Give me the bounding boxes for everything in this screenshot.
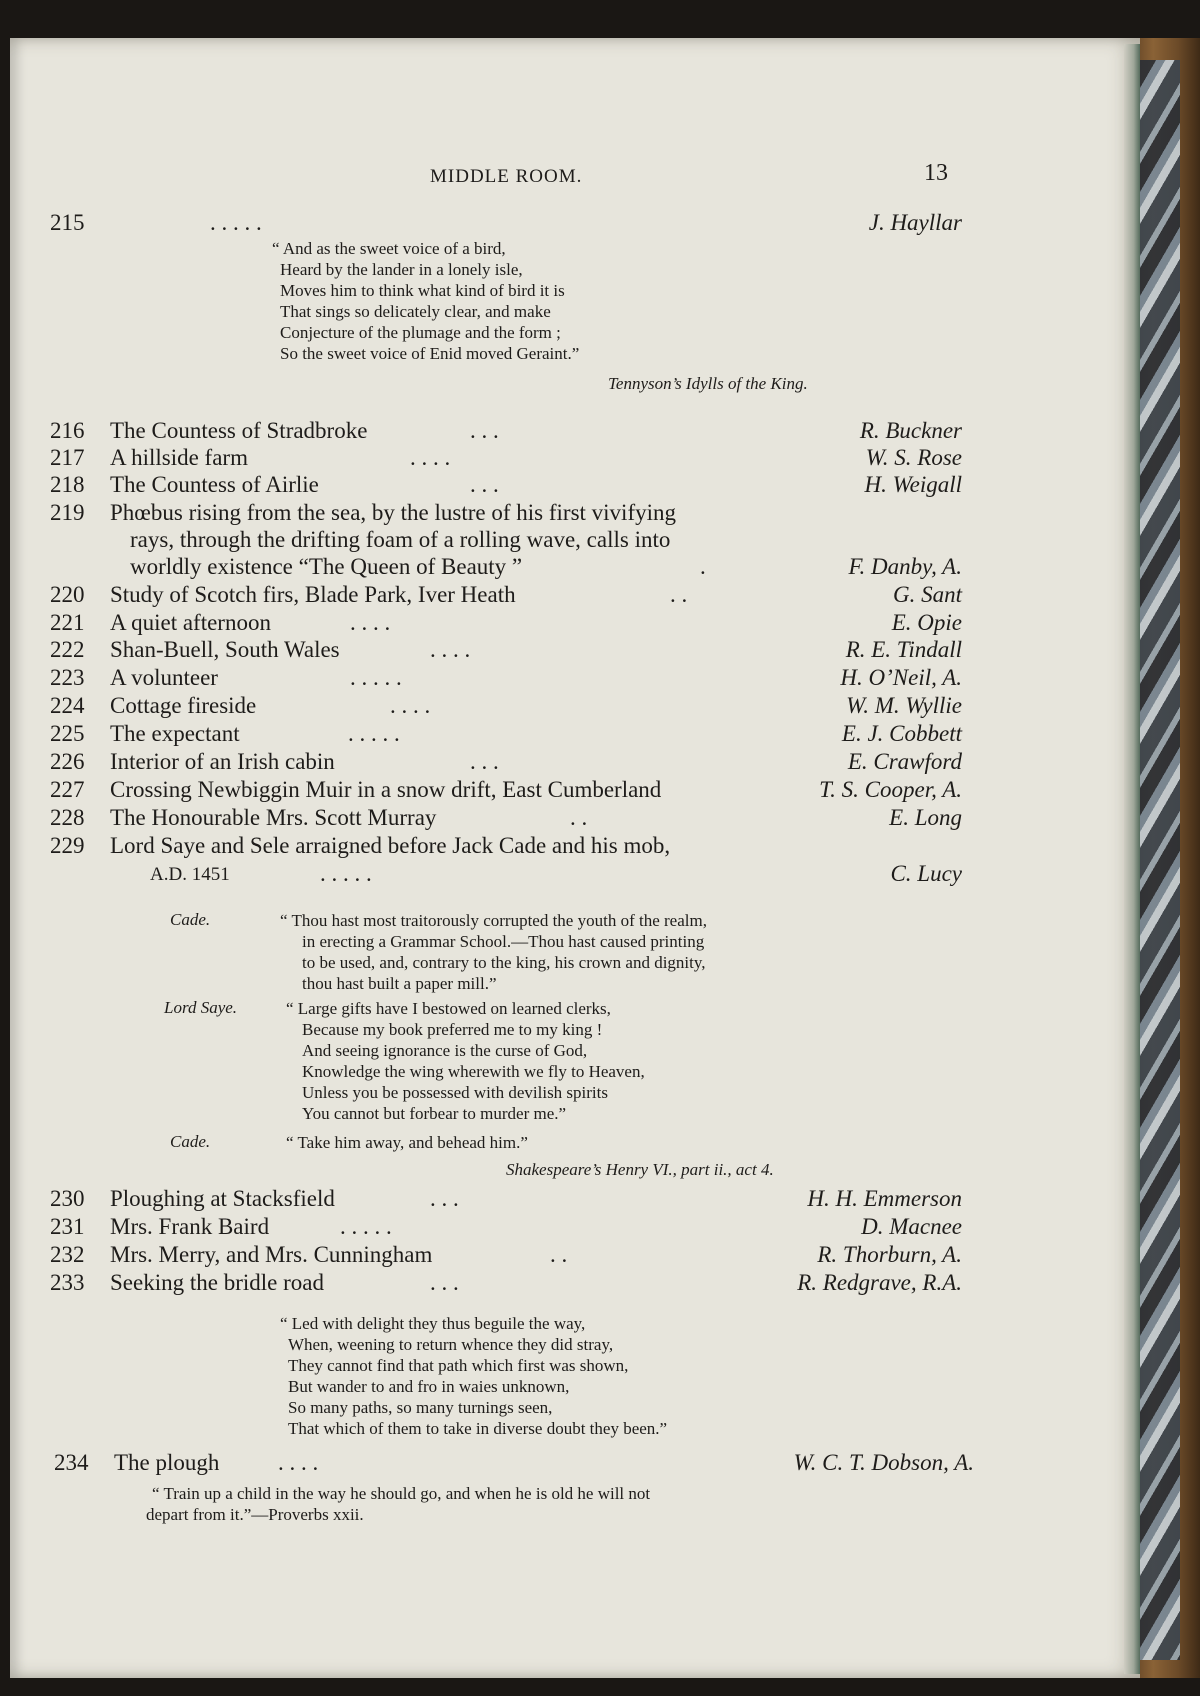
entry-number: 227 bbox=[50, 777, 85, 802]
verse-line: And seeing ignorance is the curse of God, bbox=[302, 1041, 588, 1060]
citation: Shakespeare’s Henry VI., part ii., act 4. bbox=[506, 1160, 774, 1179]
entry-number: 223 bbox=[50, 665, 85, 690]
leader-dots: . . bbox=[570, 805, 588, 830]
leader-dots: . . . . . bbox=[348, 721, 400, 746]
entry-number: 228 bbox=[50, 805, 85, 830]
entry-title: The Countess of Stradbroke bbox=[110, 418, 368, 443]
entry-title: Mrs. Merry, and Mrs. Cunningham bbox=[110, 1242, 433, 1267]
leader-dots: . . . . bbox=[430, 637, 471, 662]
proverb-quote bbox=[146, 1483, 651, 1525]
entry-number: 231 bbox=[50, 1214, 85, 1239]
entry-title: Interior of an Irish cabin bbox=[110, 749, 335, 774]
page-fore-edge bbox=[1124, 44, 1140, 1674]
entry-number: 219 bbox=[50, 500, 85, 525]
verse-233 bbox=[280, 1313, 667, 1439]
leader-dots: . . bbox=[550, 1242, 568, 1267]
artist-name: W. C. T. Dobson, A. bbox=[793, 1450, 974, 1475]
verse-line: to be used, and, contrary to the king, his crown and dignity, bbox=[302, 953, 706, 972]
artist-name: R. Thorburn, A. bbox=[817, 1242, 962, 1267]
entry-title: Cottage fireside bbox=[110, 693, 257, 718]
leader-dots: . . . . bbox=[390, 693, 431, 718]
verse-line: They cannot find that path which first was shown, bbox=[288, 1356, 629, 1375]
speaker-label: Cade. bbox=[170, 1132, 211, 1151]
verse-line: Knowledge the wing wherewith we fly to Heaven, bbox=[302, 1062, 645, 1081]
leader-dots: . . bbox=[670, 582, 688, 607]
leader-dots: . . . bbox=[470, 418, 499, 443]
catalogue-page bbox=[10, 38, 1140, 1678]
page-number: 13 bbox=[924, 160, 948, 186]
entry-title: Crossing Newbiggin Muir in a snow drift, East Cumberland bbox=[110, 777, 662, 802]
entry-number: 225 bbox=[50, 721, 85, 746]
entry-title: Ploughing at Stacksfield bbox=[110, 1186, 335, 1211]
entry-title: Mrs. Frank Baird bbox=[110, 1214, 270, 1239]
entry-title: Lord Saye and Sele arraigned before Jack Cade and his mob, bbox=[110, 833, 671, 858]
leader-dots: . . . bbox=[430, 1270, 459, 1295]
verse-line: Moves him to think what kind of bird it is bbox=[280, 281, 565, 300]
entry-title: A volunteer bbox=[110, 665, 218, 690]
artist-name: H. O’Neil, A. bbox=[840, 665, 962, 690]
running-head: MIDDLE ROOM. bbox=[430, 166, 583, 187]
entry-title: Study of Scotch firs, Blade Park, Iver Heath bbox=[110, 582, 516, 607]
artist-name: H. H. Emmerson bbox=[807, 1186, 962, 1211]
artist-name: R. E. Tindall bbox=[845, 637, 962, 662]
speaker-label: Cade. bbox=[170, 910, 211, 929]
entry-number: 220 bbox=[50, 582, 85, 607]
entry-title: A quiet afternoon bbox=[110, 610, 271, 635]
entry-number: 215 bbox=[50, 210, 85, 235]
artist-name: H. Weigall bbox=[864, 472, 962, 497]
leader-dots: . . . bbox=[430, 1186, 459, 1211]
entry-title: Phœbus rising from the sea, by the lustre of his first vivifying bbox=[110, 500, 676, 525]
artist-name: R. Buckner bbox=[859, 418, 962, 443]
entry-number: 230 bbox=[50, 1186, 85, 1211]
artist-name: E. J. Cobbett bbox=[841, 721, 962, 746]
artist-name: W. S. Rose bbox=[865, 445, 962, 470]
leader-dots: . . . bbox=[470, 472, 499, 497]
artist-name: J. Hayllar bbox=[868, 210, 962, 235]
artist-name: F. Danby, A. bbox=[848, 554, 962, 579]
verse-line: Heard by the lander in a lonely isle, bbox=[280, 260, 523, 279]
entry-number: 232 bbox=[50, 1242, 85, 1267]
entry-title-continued: rays, through the drifting foam of a rolling wave, calls into bbox=[130, 527, 671, 552]
artist-name: D. Macnee bbox=[861, 1214, 962, 1239]
leader-dots: . bbox=[700, 554, 706, 579]
artist-name: T. S. Cooper, A. bbox=[819, 777, 962, 802]
verse-line: “ And as the sweet voice of a bird, bbox=[272, 239, 506, 258]
verse-229-cade-2 bbox=[286, 1132, 528, 1153]
verse-line: Because my book preferred me to my king ! bbox=[302, 1020, 603, 1039]
entry-number: 217 bbox=[50, 445, 85, 470]
verse-line: So the sweet voice of Enid moved Geraint.” bbox=[280, 344, 580, 363]
verse-line: But wander to and fro in waies unknown, bbox=[288, 1377, 570, 1396]
artist-name: E. Opie bbox=[891, 610, 962, 635]
verse-line: Conjecture of the plumage and the form ; bbox=[280, 323, 561, 342]
marbled-endpaper bbox=[1140, 60, 1180, 1660]
artist-name: E. Long bbox=[889, 805, 962, 830]
leader-dots: . . . . . bbox=[350, 665, 402, 690]
entry-number: 233 bbox=[50, 1270, 85, 1295]
leader-dots: . . . . bbox=[278, 1450, 319, 1475]
verse-215 bbox=[272, 238, 579, 364]
speaker-label: Lord Saye. bbox=[164, 998, 238, 1017]
entry-title-continued: worldly existence “The Queen of Beauty ” bbox=[130, 554, 523, 579]
entry-date: A.D. 1451 bbox=[150, 864, 230, 885]
artist-name: W. M. Wyllie bbox=[846, 693, 962, 718]
verse-line: “ Take him away, and behead him.” bbox=[286, 1133, 528, 1152]
entry-number: 218 bbox=[50, 472, 85, 497]
artist-name: R. Redgrave, R.A. bbox=[797, 1270, 962, 1295]
verse-line: So many paths, so many turnings seen, bbox=[288, 1398, 553, 1417]
leader-dots: . . . bbox=[470, 749, 499, 774]
verse-line: Unless you be possessed with devilish spirits bbox=[302, 1083, 608, 1102]
verse-229-cade bbox=[280, 910, 707, 994]
entry-number: 226 bbox=[50, 749, 85, 774]
entry-number: 221 bbox=[50, 610, 85, 635]
quote-line: “ Train up a child in the way he should go, and when he is old he will not bbox=[152, 1484, 651, 1503]
verse-line: “ Thou hast most traitorously corrupted the youth of the realm, bbox=[280, 911, 707, 930]
entry-number: 234 bbox=[54, 1450, 89, 1475]
leader-dots: . . . . . bbox=[210, 210, 262, 235]
verse-line: When, weening to return whence they did stray, bbox=[288, 1335, 614, 1354]
citation: Tennyson’s Idylls of the King. bbox=[608, 374, 808, 393]
verse-line: in erecting a Grammar School.—Thou hast caused printing bbox=[302, 932, 705, 951]
artist-name: C. Lucy bbox=[890, 861, 962, 886]
entry-title: Seeking the bridle road bbox=[110, 1270, 324, 1295]
artist-name: E. Crawford bbox=[847, 749, 962, 774]
quote-line: depart from it.”—Proverbs xxii. bbox=[146, 1505, 364, 1524]
leader-dots: . . . . . bbox=[340, 1214, 392, 1239]
leader-dots: . . . . bbox=[410, 445, 451, 470]
entry-number: 216 bbox=[50, 418, 85, 443]
entry-number: 222 bbox=[50, 637, 85, 662]
entry-title: A hillside farm bbox=[110, 445, 248, 470]
verse-line: That sings so delicately clear, and make bbox=[280, 302, 551, 321]
page-header bbox=[10, 160, 1140, 196]
leader-dots: . . . . . bbox=[320, 861, 372, 886]
verse-line: “ Large gifts have I bestowed on learned clerks, bbox=[286, 999, 611, 1018]
verse-line: thou hast built a paper mill.” bbox=[302, 974, 497, 993]
entry-title: The expectant bbox=[110, 721, 240, 746]
entry-number: 224 bbox=[50, 693, 85, 718]
verse-line: “ Led with delight they thus beguile the way, bbox=[280, 1314, 586, 1333]
entry-title: The Countess of Airlie bbox=[110, 472, 319, 497]
entry-title: Shan-Buell, South Wales bbox=[110, 637, 340, 662]
entry-title: The Honourable Mrs. Scott Murray bbox=[110, 805, 437, 830]
verse-line: You cannot but forbear to murder me.” bbox=[302, 1104, 567, 1123]
entry-number: 229 bbox=[50, 833, 85, 858]
artist-name: G. Sant bbox=[893, 582, 962, 607]
entry-title: The plough bbox=[114, 1450, 220, 1475]
verse-229-saye bbox=[286, 998, 645, 1124]
verse-line: That which of them to take in diverse doubt they been.” bbox=[288, 1419, 668, 1438]
leader-dots: . . . . bbox=[350, 610, 391, 635]
